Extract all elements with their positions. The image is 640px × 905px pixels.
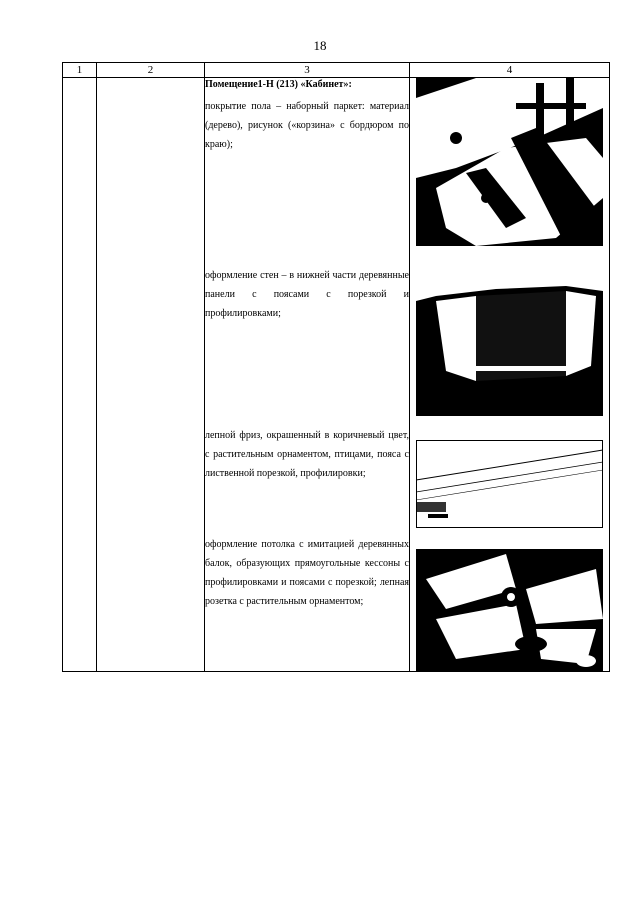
column-header-2: 2 <box>97 63 205 78</box>
table-row <box>63 78 610 672</box>
column-header-1: 1 <box>63 63 97 78</box>
room-heading: Помещение1-Н (213) «Кабинет»: <box>205 79 352 90</box>
ceiling-description: оформление потолка с имитацией деревянных балок, образующих прямоугольные кессоны с профилировками и поясами с порезкой; лепная розетка с растительным орнаментом; <box>205 539 409 607</box>
wall-description: оформление стен – в нижней части деревянные панели с поясами с порезкой и профилировками; <box>205 270 409 319</box>
floor-photo <box>416 78 603 246</box>
floor-description: покрытие пола – наборный паркет: материал (дерево), рисунок («корзина» с бордюром по краю); <box>205 101 409 150</box>
wall-photo <box>416 271 603 416</box>
column-header-4: 4 <box>410 63 610 78</box>
photos-cell <box>410 78 610 672</box>
frieze-photo <box>416 440 603 528</box>
document-table <box>62 62 610 672</box>
column-2-cell <box>97 78 205 672</box>
column-1-cell <box>63 78 97 672</box>
page-number: 18 <box>313 38 327 53</box>
ceiling-photo <box>416 549 603 671</box>
table-header-row <box>63 63 610 78</box>
column-header-3: 3 <box>205 63 410 78</box>
description-cell <box>205 78 410 672</box>
frieze-description: лепной фриз, окрашенный в коричневый цвет, с растительным орнаментом, птицами, пояса с лиственной порезкой, профилировки; <box>205 430 409 479</box>
